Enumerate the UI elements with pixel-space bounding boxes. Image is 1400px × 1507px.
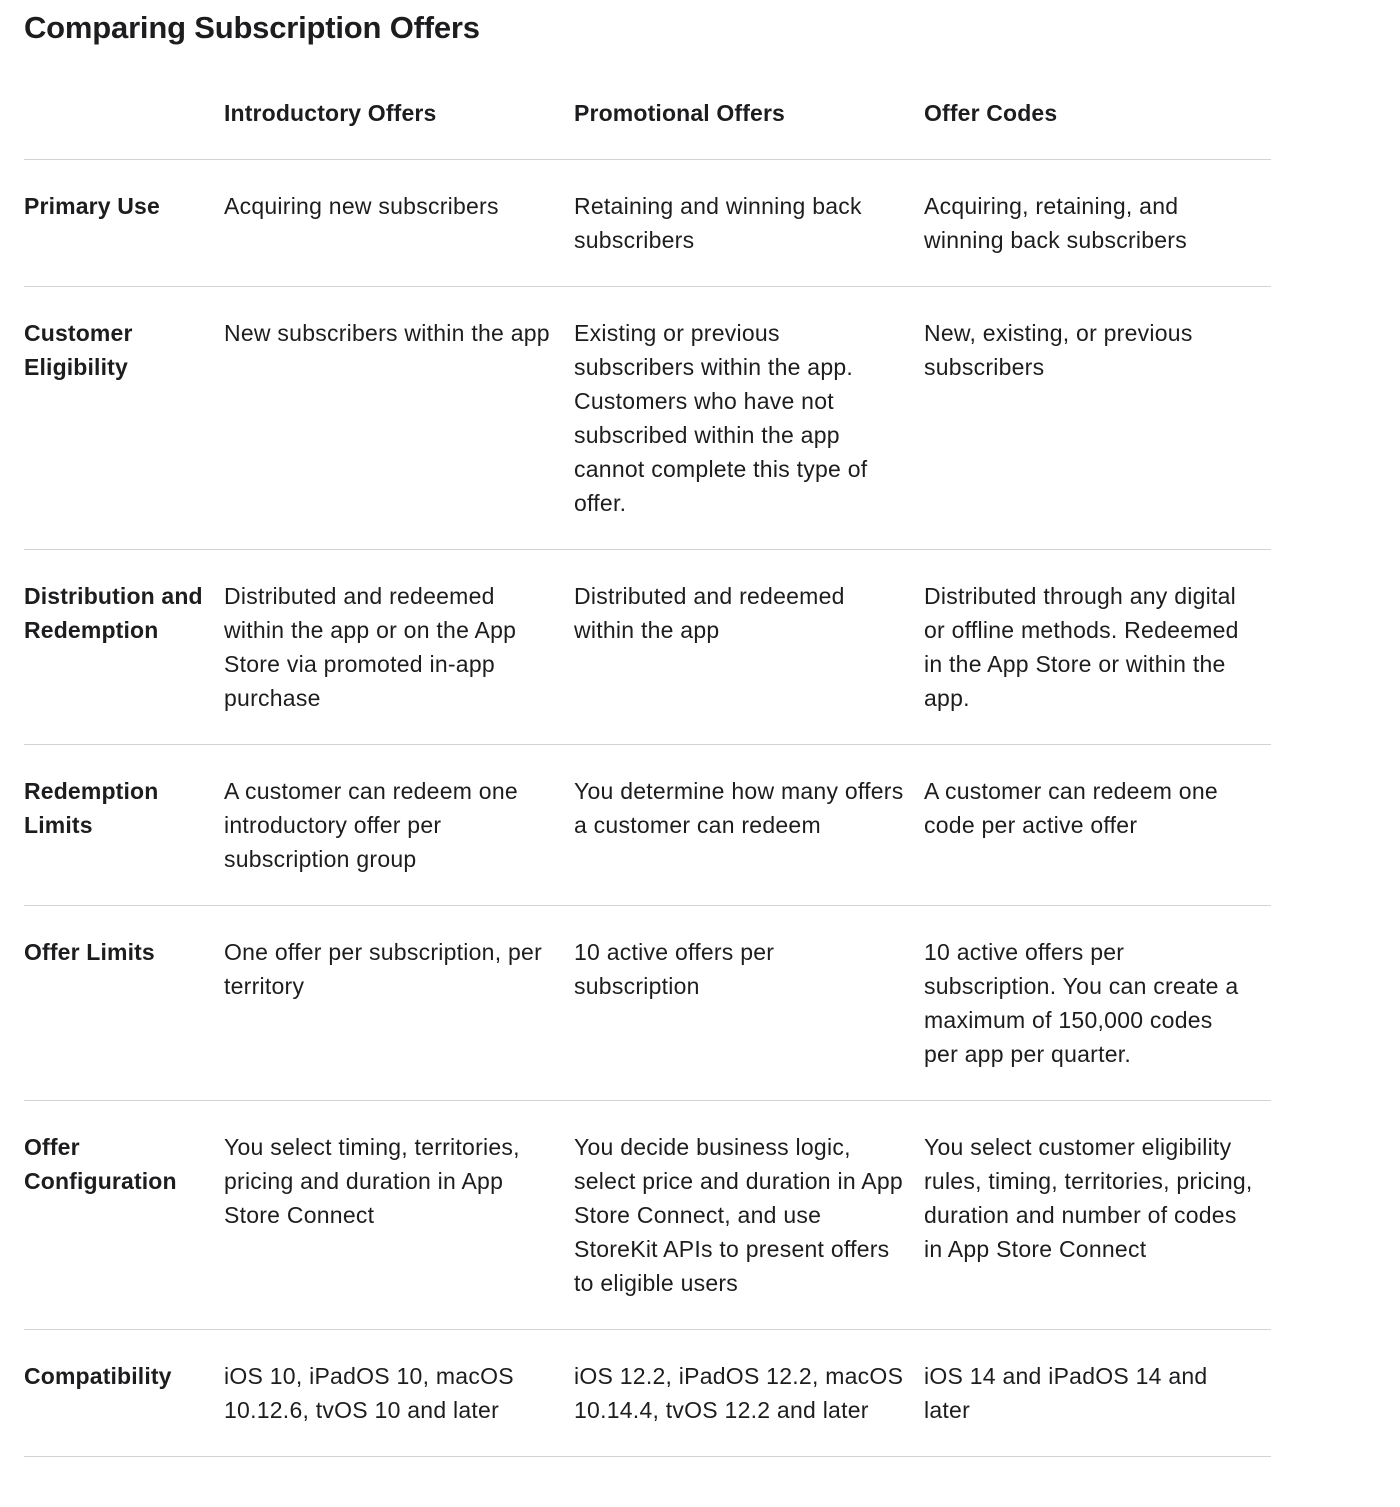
row-label: Offer Configuration xyxy=(24,1100,224,1329)
table-cell: You determine how many offers a customer can redeem xyxy=(574,744,924,905)
table-cell: 10 active offers per subscription xyxy=(574,905,924,1100)
table-row-compatibility xyxy=(24,1329,1271,1456)
table-cell: iOS 14 and iPadOS 14 and later xyxy=(924,1329,1271,1456)
table-body xyxy=(24,159,1271,1456)
row-label: Primary Use xyxy=(24,159,224,286)
header-row xyxy=(24,76,1271,159)
table-cell: A customer can redeem one code per active offer xyxy=(924,744,1271,905)
table-cell: Distributed and redeemed within the app xyxy=(574,549,924,744)
table-cell: Retaining and winning back subscribers xyxy=(574,159,924,286)
table-row-primary-use xyxy=(24,159,1271,286)
table-cell: 10 active offers per subscription. You can create a maximum of 150,000 codes per app per quarter. xyxy=(924,905,1271,1100)
page-title: Comparing Subscription Offers xyxy=(24,10,480,45)
column-header-promotional-offers: Promotional Offers xyxy=(574,76,924,159)
row-label: Offer Limits xyxy=(24,905,224,1100)
column-header-introductory-offers: Introductory Offers xyxy=(224,76,574,159)
table-cell: Acquiring, retaining, and winning back subscribers xyxy=(924,159,1271,286)
row-label: Compatibility xyxy=(24,1329,224,1456)
table-cell: You decide business logic, select price and duration in App Store Connect, and use StoreKit APIs to present offers to eligible users xyxy=(574,1100,924,1329)
table-row-redemption-limits xyxy=(24,744,1271,905)
document-page xyxy=(24,0,1271,1423)
table-cell: New, existing, or previous subscribers xyxy=(924,286,1271,549)
table-cell: iOS 10, iPadOS 10, macOS 10.12.6, tvOS 10 and later xyxy=(224,1329,574,1456)
table-cell: New subscribers within the app xyxy=(224,286,574,549)
table-row-distribution-and-redemption xyxy=(24,549,1271,744)
row-label: Customer Eligibility xyxy=(24,286,224,549)
column-header-offer-codes: Offer Codes xyxy=(924,76,1271,159)
table-cell: One offer per subscription, per territory xyxy=(224,905,574,1100)
table-cell: You select timing, territories, pricing and duration in App Store Connect xyxy=(224,1100,574,1329)
table-row-offer-configuration xyxy=(24,1100,1271,1329)
column-header-empty xyxy=(24,76,224,159)
table-row-customer-eligibility xyxy=(24,286,1271,549)
table-row-offer-limits xyxy=(24,905,1271,1100)
row-label: Distribution and Redemption xyxy=(24,549,224,744)
table-cell: Distributed and redeemed within the app or on the App Store via promoted in-app purchase xyxy=(224,549,574,744)
table-cell: iOS 12.2, iPadOS 12.2, macOS 10.14.4, tvOS 12.2 and later xyxy=(574,1329,924,1456)
row-label: Redemption Limits xyxy=(24,744,224,905)
table-cell: You select customer eligibility rules, timing, territories, pricing, duration and number of codes in App Store Connect xyxy=(924,1100,1271,1329)
table-cell: A customer can redeem one introductory offer per subscription group xyxy=(224,744,574,905)
table-header xyxy=(24,76,1271,159)
table-cell: Acquiring new subscribers xyxy=(224,159,574,286)
table-cell: Existing or previous subscribers within the app. Customers who have not subscribed within the app cannot complete this type of offer. xyxy=(574,286,924,549)
table-cell: Distributed through any digital or offline methods. Redeemed in the App Store or within the app. xyxy=(924,549,1271,744)
comparison-table xyxy=(24,76,1271,1457)
